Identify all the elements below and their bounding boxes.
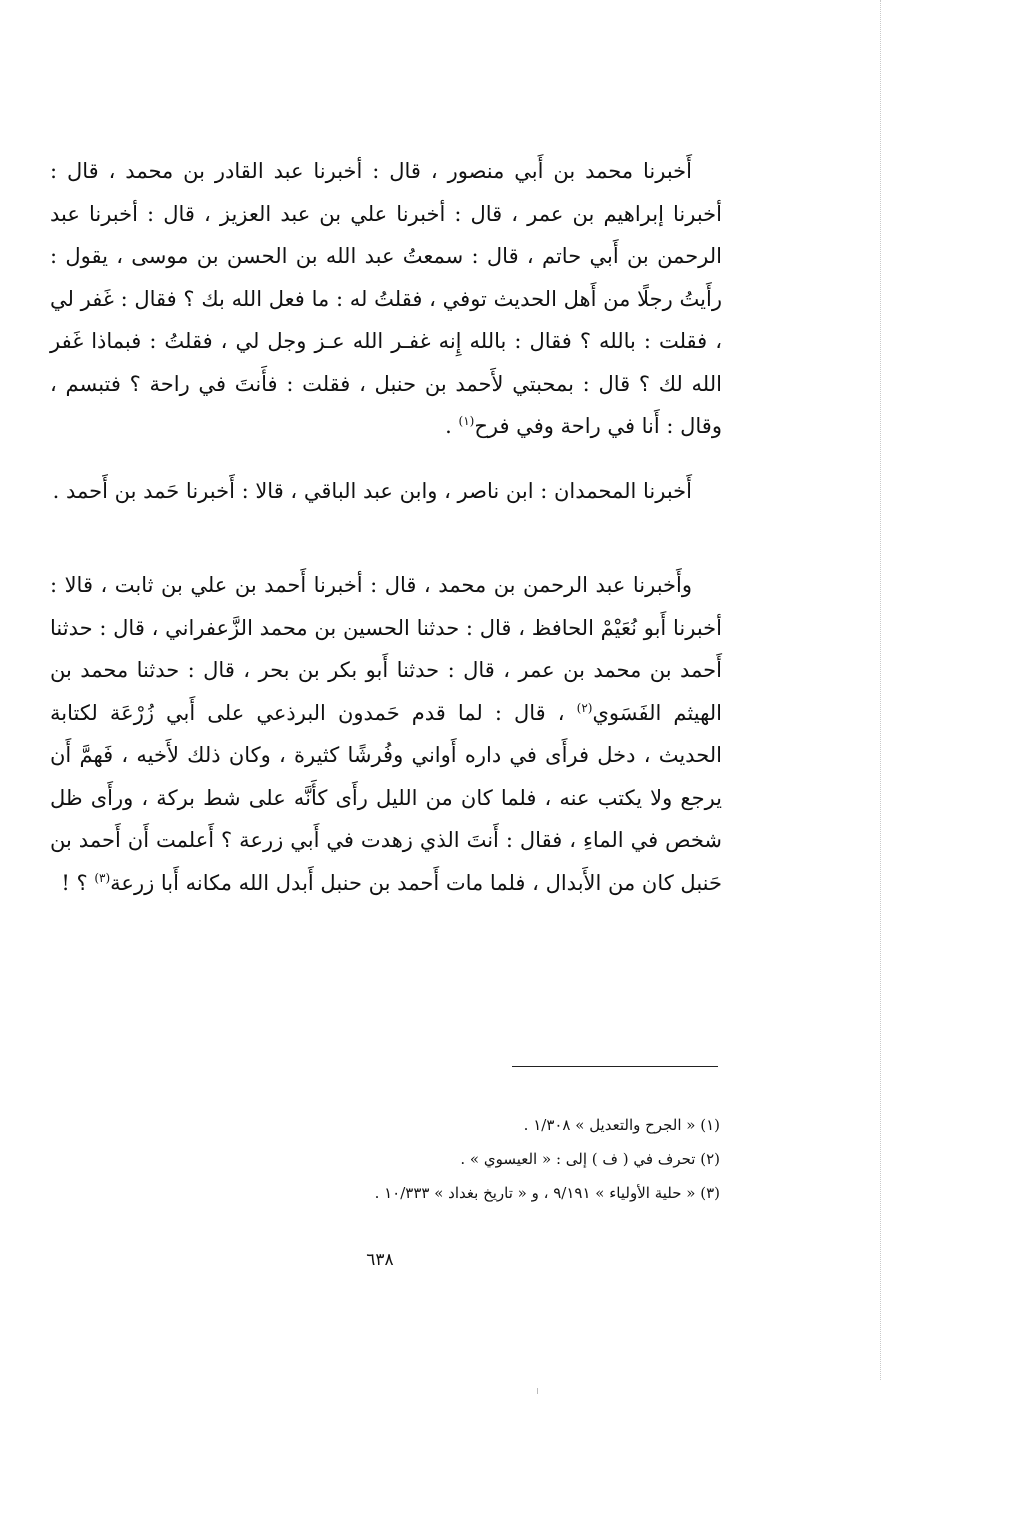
footnote-divider <box>512 1066 718 1067</box>
scan-speck <box>537 1388 538 1394</box>
paragraph-3 <box>50 564 722 904</box>
paragraph-1 <box>50 150 722 448</box>
footnote-3: (٣) « حلية الأولياء » ٩/١٩١ ، و « تاريخ بغداد » ١٠/٣٣٣ . <box>374 1184 720 1202</box>
scan-fold-line <box>880 0 881 1380</box>
page-number: ٦٣٨ <box>366 1250 394 1270</box>
paragraph-2 <box>50 470 722 513</box>
footnote-2: (٢) تحرف في ( ف ) إلى : « العيسوي » . <box>460 1150 720 1168</box>
footnote-ref-3[interactable]: (٣) <box>94 870 111 885</box>
footnote-ref-1[interactable]: (١) <box>458 414 475 428</box>
footnotes <box>200 1108 720 1210</box>
footnote-ref-2[interactable]: (٢) <box>576 700 593 715</box>
paragraph-3-text: وأَخبرنا عبد الرحمن بن محمد ، قال : أخبرنا أَحمد بن علي بن ثابت ، قالا : أخبرنا أَبو نُعَيْمْ الحافظ ، قال : حدثنا الحسين بن محمد الزَّعفراني ، قال : حدثنا أَحمد بن محمد بن عمر ، قال : حدثنا أَبو بكر بن بحر ، قال : حدثنا محمد بن الهيثم الفَسَوي <box>50 573 722 725</box>
paragraph-3-tail-end: ؟ ! <box>61 870 95 895</box>
paragraph-1-text: أَخبرنا محمد بن أَبي منصور ، قال : أخبرنا عبد القادر بن محمد ، قال : أخبرنا إبراهيم بن عمر ، قال : أخبرنا علي بن عبد العزيز ، قال : أخبرنا عبد الرحمن بن أَبي حاتم ، قال : سمعتُ عبد الله بن الحسن بن موسى ، يقول : رأَيتُ رجلًا من أَهل الحديث توفي ، فقلتُ له : ما فعل الله بك ؟ فقال : غَفر لي ، فقلت : بالله ؟ فقال : بالله إِنه غفـر الله عـز وجل لي ، فقلتُ : فبماذا غَفر الله لك ؟ قال : بمحبتي لأَحمد بن حنبل ، فقلت : فأَنتَ في راحة ؟ فتبسم ، وقال : أَنا في راحة وفي فرح <box>50 159 722 438</box>
paragraph-3-tail: ، قال : لما قدم حَمدون البرذعي على أَبي زُرْعَة لكتابة الحديث ، دخل فرأَى في داره أَواني وفُرشًا كثيرة ، وكان ذلك لأَخيه ، فَهمَّ أَن يرجع ولا يكتب عنه ، فلما كان من الليل رأَى كأَنَّه على شط بركة ، ورأَى ظل شخص في الماءِ ، فقال : أَنتَ الذي زهدت في أَبي زرعة ؟ أَعلمت أَن أَحمد بن حَنبل كان من الأَبدال ، فلما مات أَحمد بن حنبل أَبدل الله مكانه أَبا زرعة <box>50 700 722 895</box>
footnote-1: (١) « الجرح والتعديل » ١/٣٠٨ . <box>523 1116 720 1134</box>
paragraph-2-text: أَخبرنا المحمدان : ابن ناصر ، وابن عبد الباقي ، قالا : أَخبرنا حَمد بن أَحمد . <box>52 479 692 503</box>
paragraph-1-tail: . <box>445 414 459 438</box>
